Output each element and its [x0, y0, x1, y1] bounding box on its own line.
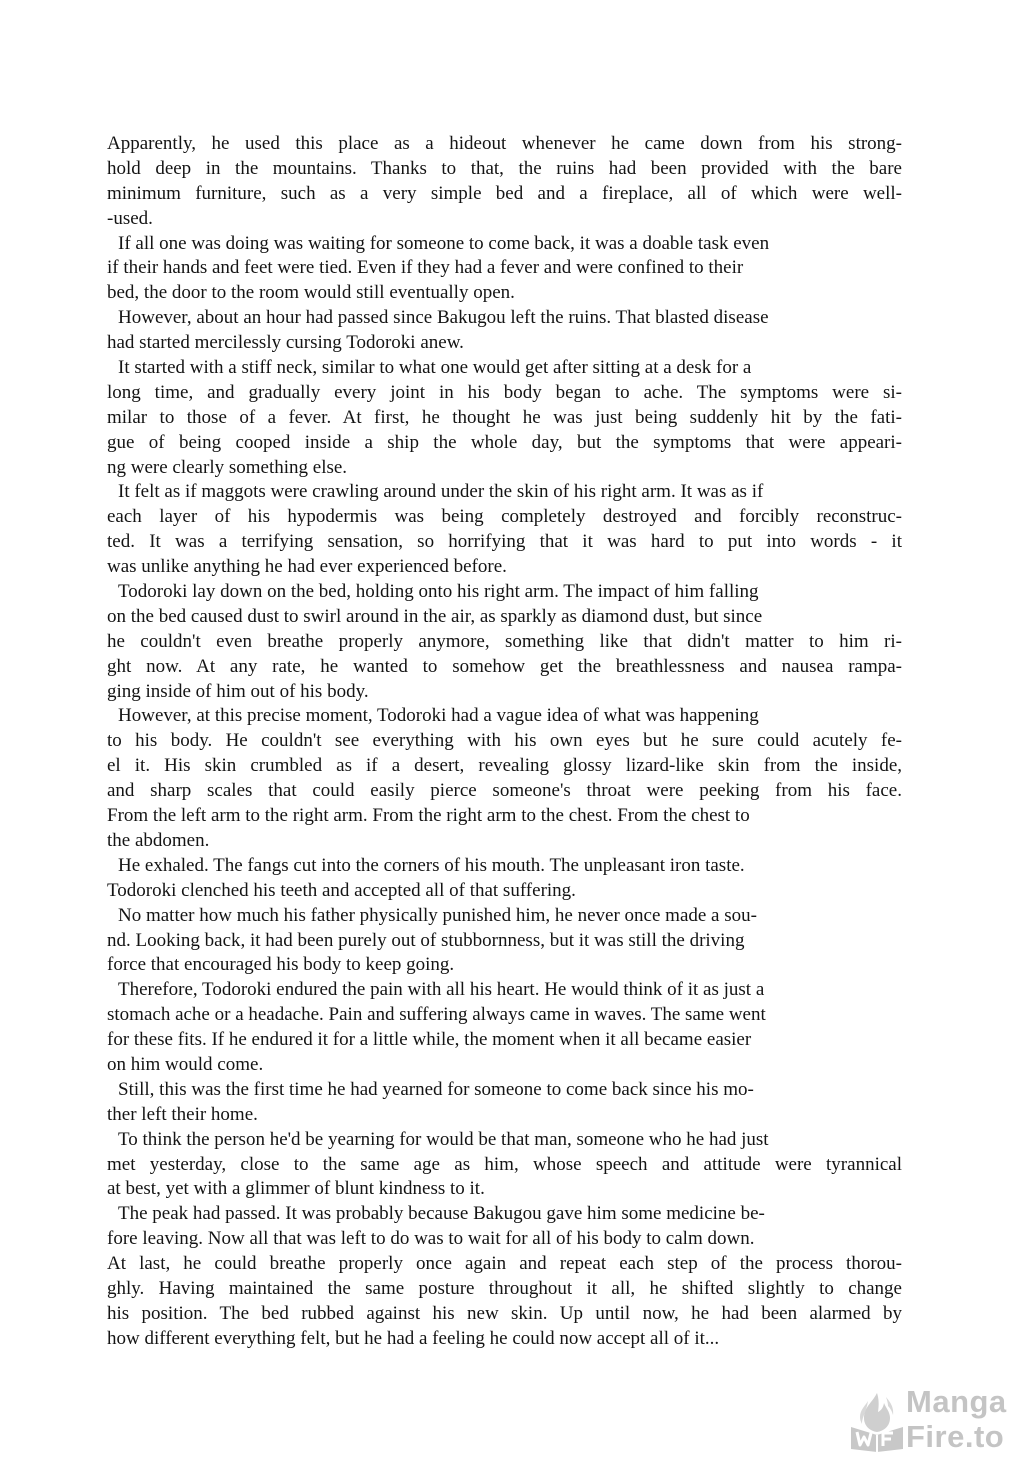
text-line: hold deep in the mountains. Thanks to that, the ruins had been provided with the bare [107, 157, 902, 179]
text-line: each layer of his hypodermis was being completely destroyed and forcibly reconstruc- [107, 506, 902, 528]
text-line: -used. [107, 207, 153, 229]
mangafire-watermark [848, 1385, 1018, 1457]
text-line: was unlike anything he had ever experienced before. [107, 556, 507, 578]
watermark-brand-line1: Manga [906, 1384, 1007, 1419]
text-line: It felt as if maggots were crawling around under the skin of his right arm. It was as if [118, 481, 764, 503]
text-line: nd. Looking back, it had been purely out of stubbornness, but it was still the driving [107, 929, 745, 951]
text-line: Therefore, Todoroki endured the pain with all his heart. He would think of it as just a [118, 979, 765, 1001]
text-line: if their hands and feet were tied. Even if they had a fever and were confined to their [107, 257, 744, 279]
text-line: To think the person he'd be yearning for would be that man, someone who he had just [118, 1128, 769, 1150]
text-line: If all one was doing was waiting for someone to come back, it was a doable task even [118, 232, 770, 254]
text-line: on him would come. [107, 1053, 264, 1075]
text-line: ging inside of him out of his body. [107, 680, 369, 702]
text-line: ted. It was a terrifying sensation, so horrifying that it was hard to put into words - it [107, 531, 902, 553]
text-line: However, about an hour had passed since Bakugou left the ruins. That blasted disease [118, 307, 769, 329]
text-line: fore leaving. Now all that was left to do was to wait for all of his body to calm down. [107, 1228, 755, 1250]
text-line: on the bed caused dust to swirl around in the air, as sparkly as diamond dust, but since [107, 605, 763, 627]
text-line: force that encouraged his body to keep going. [107, 954, 455, 976]
text-line: Todoroki clenched his teeth and accepted all of that suffering. [107, 879, 576, 901]
text-line: ther left their home. [107, 1103, 258, 1125]
text-line: had started mercilessly cursing Todoroki anew. [107, 332, 464, 354]
text-line: ght now. At any rate, he wanted to somehow get the breathlessness and nausea rampa- [107, 655, 902, 677]
novel-page-text [107, 132, 902, 1352]
text-line: stomach ache or a headache. Pain and suffering always came in waves. The same went [107, 1004, 766, 1026]
text-line: bed, the door to the room would still eventually open. [107, 282, 515, 304]
text-line: for these fits. If he endured it for a little while, the moment when it all became easier [107, 1029, 752, 1051]
text-line: From the left arm to the right arm. From the right arm to the chest. From the chest to [107, 805, 750, 827]
text-line: the abdomen. [107, 829, 210, 851]
text-line: to his body. He couldn't see everything with his own eyes but he sure could acutely fe- [107, 730, 902, 752]
text-line: and sharp scales that could easily pierce someone's throat were peeking from his face. [107, 780, 902, 802]
text-line: el it. His skin crumbled as if a desert, revealing glossy lizard-like skin from the inside, [107, 755, 902, 777]
text-line: ghly. Having maintained the same posture throughout it all, he shifted slightly to change [107, 1277, 902, 1299]
text-line: how different everything felt, but he had a feeling he could now accept all of it... [107, 1327, 720, 1349]
watermark-brand-line2: Fire.to [906, 1419, 1005, 1454]
text-line: met yesterday, close to the same age as him, whose speech and attitude were tyrannical [107, 1153, 902, 1175]
text-line: ng were clearly something else. [107, 456, 348, 478]
text-line: gue of being cooped inside a ship the whole day, but the symptoms that were appeari- [107, 431, 902, 453]
text-line: It started with a stiff neck, similar to what one would get after sitting at a desk for a [118, 357, 752, 379]
text-line: However, at this precise moment, Todoroki had a vague idea of what was happening [118, 705, 759, 727]
text-line: long time, and gradually every joint in his body began to ache. The symptoms were si- [107, 381, 902, 403]
text-line: Todoroki lay down on the bed, holding onto his right arm. The impact of him falling [118, 581, 759, 603]
text-line: at best, yet with a glimmer of blunt kindness to it. [107, 1178, 485, 1200]
text-line: At last, he could breathe properly once again and repeat each step of the process thorou- [107, 1253, 902, 1275]
text-line: minimum furniture, such as a very simple bed and a fireplace, all of which were well- [107, 182, 902, 204]
text-line: his position. The bed rubbed against his new skin. Up until now, he had been alarmed by [107, 1302, 902, 1324]
text-line: Apparently, he used this place as a hideout whenever he came down from his strong- [107, 133, 902, 154]
text-line: He exhaled. The fangs cut into the corners of his mouth. The unpleasant iron taste. [118, 854, 745, 876]
text-line: No matter how much his father physically punished him, he never once made a sou- [118, 904, 757, 926]
text-line: The peak had passed. It was probably because Bakugou gave him some medicine be- [118, 1203, 765, 1225]
text-line: Still, this was the first time he had yearned for someone to come back since his mo- [118, 1078, 754, 1100]
flame-book-icon [848, 1391, 906, 1453]
text-line: milar to those of a fever. At first, he thought he was just being suddenly hit by the fati- [107, 406, 902, 428]
text-line: he couldn't even breathe properly anymore, something like that didn't matter to him ri- [107, 630, 902, 652]
